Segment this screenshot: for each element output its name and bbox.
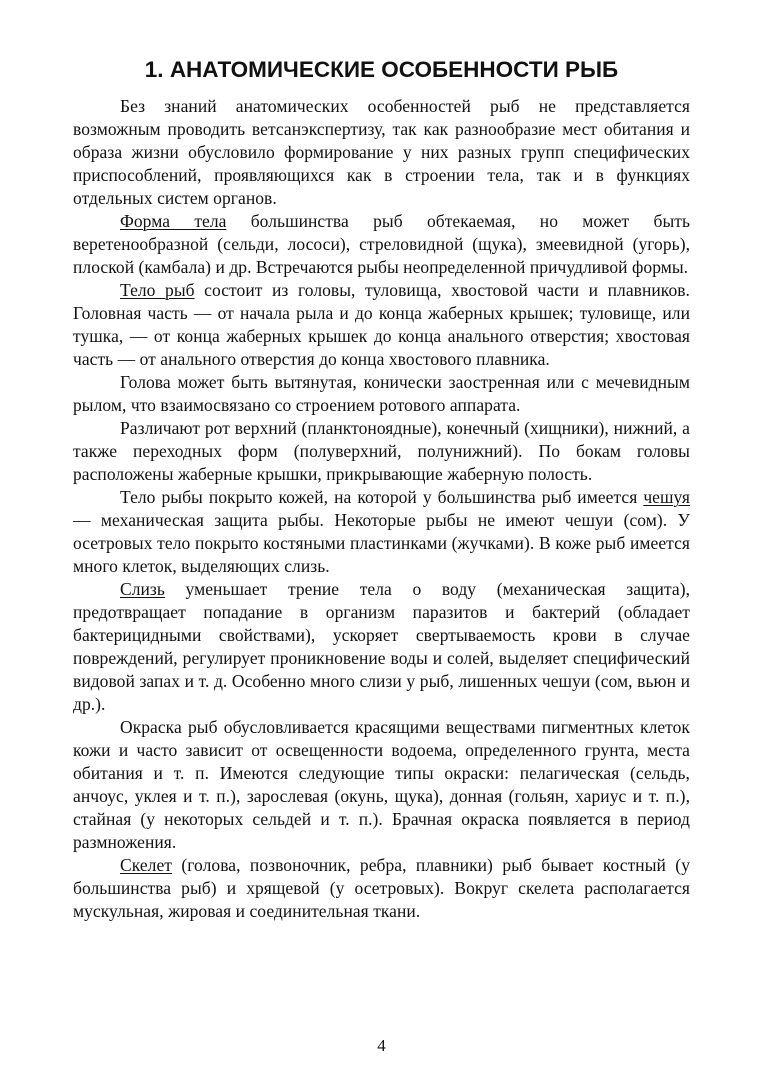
page-number: 4 — [377, 1036, 386, 1055]
paragraph-lead: Тело рыбы покрыто кожей, на которой у большинства рыб имеется — [120, 487, 644, 507]
paragraph-text: Различают рот верхний (планктоноядные), конечный (хищники), нижний, а также переходных форм (полуверхний, полунижний). По бокам головы расположены жаберные крышки, прикрывающие жаберную полость. — [73, 418, 690, 484]
term-body-shape: Форма тела — [120, 211, 227, 231]
paragraph-text: — механическая защита рыбы. Некоторые рыбы не имеют чешуи (сом). У осетровых тело покрыто костяными пластинками (жучками). В коже рыб имеется много клеток, выделяющих слизь. — [73, 510, 690, 576]
term-mucus: Слизь — [120, 579, 165, 599]
paragraph-skin-scales — [73, 486, 690, 578]
term-skeleton: Скелет — [120, 855, 172, 875]
paragraph-mouth — [73, 417, 690, 486]
paragraph-mucus — [73, 578, 690, 716]
paragraph-skeleton — [73, 854, 690, 923]
paragraph-text: уменьшает трение тела о воду (механическая защита), предотвращает попадание в организм паразитов и бактерий (обладает бактерицидными свойствами), ускоряет свертываемость крови в случае повреждений, регулирует проникновение воды и солей, выделяет специфический видовой запах и т. д. Особенно много слизи у рыб, лишенных чешуи (сом, вьюн и др.). — [73, 579, 690, 714]
paragraph-body-shape — [73, 210, 690, 279]
term-scales: чешуя — [643, 487, 690, 507]
paragraph-text: Голова может быть вытянутая, конически заостренная или с мечевидным рылом, что взаимосвязано со строением ротового аппарата. — [73, 372, 690, 415]
paragraph-text: Без знаний анатомических особенностей рыб не представляется возможным проводить ветсанэкспертизу, так как разнообразие мест обитания и образа жизни обусловило формирование у них разных групп специфических приспособлений, проявляющихся как в строении тела, так и в функциях отдельных систем органов. — [73, 96, 690, 208]
paragraph-text: Окраска рыб обусловливается красящими веществами пигментных клеток кожи и часто зависит от освещенности водоема, определенного грунта, места обитания и т. п. Имеются следующие типы окраски: пелагическая (сельдь, анчоус, уклея и т. п.), зарослевая (окунь, щука), донная (гольян, хариус и т. п.), стайная (у некоторых сельдей и т. п.). Брачная окраска появляется в период размножения. — [73, 717, 690, 852]
paragraph-text: (голова, позвоночник, ребра, плавники) рыб бывает костный (у большинства рыб) и хрящевой (у осетровых). Вокруг скелета располагается мускульная, жировая и соединительная ткани. — [73, 855, 690, 921]
paragraph-text: состоит из головы, туловища, хвостовой части и плавников. Головная часть — от начала рыла и до конца жаберных крышек; туловище, или тушка, — от конца жаберных крышек до конца анального отверстия; хвостовая часть — от анального отверстия до конца хвостового плавника. — [73, 280, 690, 369]
paragraph-intro — [73, 95, 690, 210]
paragraph-text: большинства рыб обтекаемая, но может быть веретенообразной (сельди, лососи), стреловидной (щука), змеевидной (угорь), плоской (камбала) и др. Встречаются рыбы неопределенной причудливой формы. — [73, 211, 690, 277]
paragraph-coloration — [73, 716, 690, 854]
term-fish-body: Тело рыб — [120, 280, 195, 300]
body-text — [73, 95, 690, 923]
paragraph-head — [73, 371, 690, 417]
page-title: 1. АНАТОМИЧЕСКИЕ ОСОБЕННОСТИ РЫБ — [144, 57, 619, 82]
paragraph-body-parts — [73, 279, 690, 371]
